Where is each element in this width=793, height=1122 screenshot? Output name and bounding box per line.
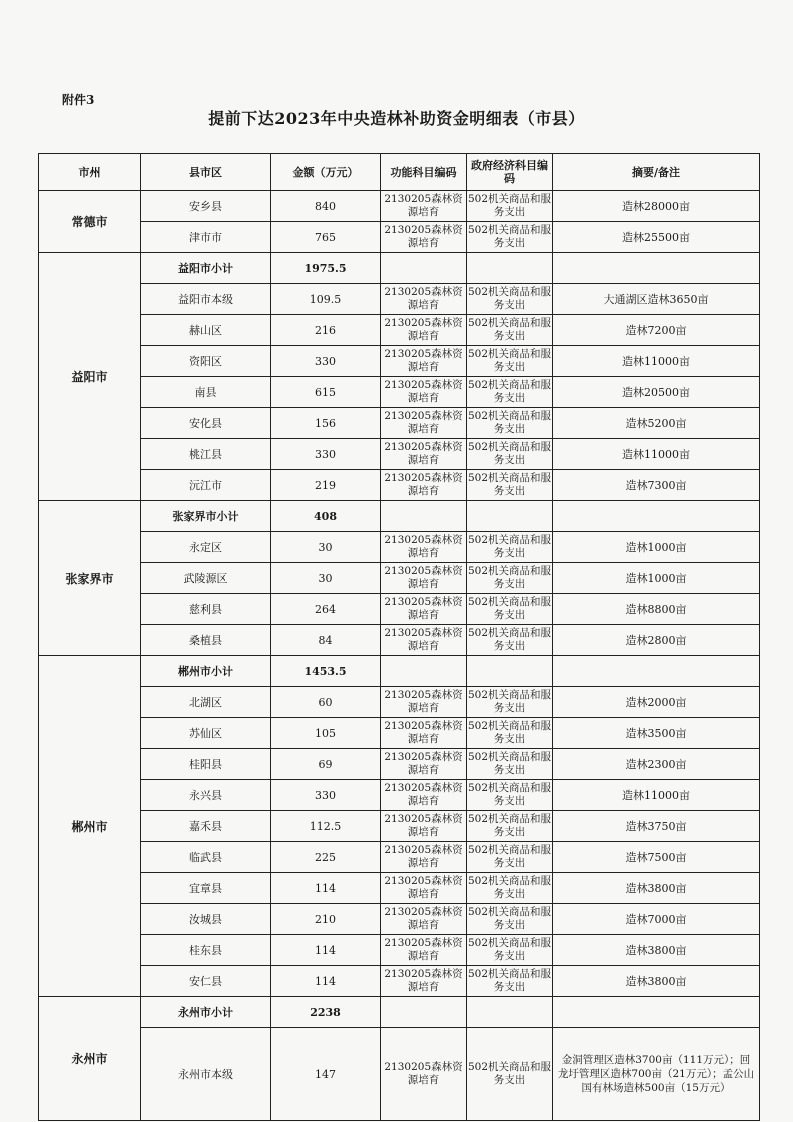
subtotal-row — [39, 501, 760, 532]
table-row — [39, 904, 760, 935]
subtotal-row — [39, 656, 760, 687]
city-cell: 常德市 — [39, 191, 141, 253]
econ-code-cell: 502机关商品和服务支出 — [467, 377, 553, 408]
remark-cell: 造林3800亩 — [553, 935, 760, 966]
table-row — [39, 1028, 760, 1121]
remark-cell: 造林2000亩 — [553, 687, 760, 718]
table-row — [39, 563, 760, 594]
func-code-cell: 2130205森林资源培育 — [381, 470, 467, 501]
county-cell: 沅江市 — [141, 470, 271, 501]
func-code-cell: 2130205森林资源培育 — [381, 222, 467, 253]
county-cell: 赫山区 — [141, 315, 271, 346]
empty-cell — [381, 656, 467, 687]
remark-cell: 造林28000亩 — [553, 191, 760, 222]
econ-code-cell: 502机关商品和服务支出 — [467, 904, 553, 935]
remark-cell: 造林2300亩 — [553, 749, 760, 780]
empty-cell — [553, 253, 760, 284]
county-cell: 嘉禾县 — [141, 811, 271, 842]
amount-cell: 264 — [271, 594, 381, 625]
econ-code-cell: 502机关商品和服务支出 — [467, 315, 553, 346]
func-code-cell: 2130205森林资源培育 — [381, 377, 467, 408]
subtotal-label: 郴州市小计 — [141, 656, 271, 687]
econ-code-cell: 502机关商品和服务支出 — [467, 966, 553, 997]
empty-cell — [467, 656, 553, 687]
func-code-cell: 2130205森林资源培育 — [381, 315, 467, 346]
table-row — [39, 966, 760, 997]
amount-cell: 112.5 — [271, 811, 381, 842]
county-cell: 永定区 — [141, 532, 271, 563]
econ-code-cell: 502机关商品和服务支出 — [467, 625, 553, 656]
remark-cell: 造林7200亩 — [553, 315, 760, 346]
remark-cell: 造林3800亩 — [553, 966, 760, 997]
county-cell: 汝城县 — [141, 904, 271, 935]
econ-code-cell: 502机关商品和服务支出 — [467, 191, 553, 222]
func-code-cell: 2130205森林资源培育 — [381, 563, 467, 594]
func-code-cell: 2130205森林资源培育 — [381, 966, 467, 997]
subtotal-amount: 1453.5 — [271, 656, 381, 687]
table-row — [39, 718, 760, 749]
header-county: 县市区 — [141, 154, 271, 191]
amount-cell: 156 — [271, 408, 381, 439]
econ-code-cell: 502机关商品和服务支出 — [467, 842, 553, 873]
empty-cell — [553, 997, 760, 1028]
subtotal-amount: 408 — [271, 501, 381, 532]
func-code-cell: 2130205森林资源培育 — [381, 904, 467, 935]
econ-code-cell: 502机关商品和服务支出 — [467, 935, 553, 966]
func-code-cell: 2130205森林资源培育 — [381, 346, 467, 377]
table-row — [39, 749, 760, 780]
header-func-code: 功能科目编码 — [381, 154, 467, 191]
remark-cell: 造林5200亩 — [553, 408, 760, 439]
county-cell: 北湖区 — [141, 687, 271, 718]
county-cell: 永州市本级 — [141, 1028, 271, 1121]
amount-cell: 30 — [271, 563, 381, 594]
county-cell: 安乡县 — [141, 191, 271, 222]
table-row — [39, 191, 760, 222]
econ-code-cell: 502机关商品和服务支出 — [467, 811, 553, 842]
county-cell: 桃江县 — [141, 439, 271, 470]
table-row — [39, 315, 760, 346]
func-code-cell: 2130205森林资源培育 — [381, 284, 467, 315]
table-row — [39, 408, 760, 439]
table-row — [39, 377, 760, 408]
county-cell: 南县 — [141, 377, 271, 408]
table-row — [39, 625, 760, 656]
amount-cell: 60 — [271, 687, 381, 718]
table-row — [39, 873, 760, 904]
econ-code-cell: 502机关商品和服务支出 — [467, 780, 553, 811]
amount-cell: 114 — [271, 935, 381, 966]
func-code-cell: 2130205森林资源培育 — [381, 749, 467, 780]
page-title: 提前下达2023年中央造林补助资金明细表（市县） — [208, 109, 585, 128]
func-code-cell: 2130205森林资源培育 — [381, 1028, 467, 1121]
econ-code-cell: 502机关商品和服务支出 — [467, 563, 553, 594]
county-cell: 桑植县 — [141, 625, 271, 656]
econ-code-cell: 502机关商品和服务支出 — [467, 439, 553, 470]
amount-cell: 147 — [271, 1028, 381, 1121]
remark-cell: 造林11000亩 — [553, 346, 760, 377]
empty-cell — [553, 656, 760, 687]
remark-cell: 大通湖区造林3650亩 — [553, 284, 760, 315]
table-row — [39, 687, 760, 718]
subtotal-row — [39, 997, 760, 1028]
amount-cell: 105 — [271, 718, 381, 749]
county-cell: 永兴县 — [141, 780, 271, 811]
table-row — [39, 346, 760, 377]
city-cell: 永州市 — [39, 997, 141, 1121]
subtotal-row — [39, 253, 760, 284]
econ-code-cell: 502机关商品和服务支出 — [467, 222, 553, 253]
amount-cell: 840 — [271, 191, 381, 222]
remark-cell: 造林11000亩 — [553, 439, 760, 470]
econ-code-cell: 502机关商品和服务支出 — [467, 284, 553, 315]
city-cell: 益阳市 — [39, 253, 141, 501]
amount-cell: 84 — [271, 625, 381, 656]
func-code-cell: 2130205森林资源培育 — [381, 687, 467, 718]
amount-cell: 615 — [271, 377, 381, 408]
econ-code-cell: 502机关商品和服务支出 — [467, 532, 553, 563]
amount-cell: 330 — [271, 780, 381, 811]
funding-table — [38, 153, 760, 1121]
empty-cell — [381, 253, 467, 284]
func-code-cell: 2130205森林资源培育 — [381, 780, 467, 811]
econ-code-cell: 502机关商品和服务支出 — [467, 873, 553, 904]
remark-cell: 造林3800亩 — [553, 873, 760, 904]
county-cell: 慈利县 — [141, 594, 271, 625]
econ-code-cell: 502机关商品和服务支出 — [467, 749, 553, 780]
table-row — [39, 935, 760, 966]
econ-code-cell: 502机关商品和服务支出 — [467, 687, 553, 718]
remark-cell: 造林1000亩 — [553, 563, 760, 594]
table-body — [39, 191, 760, 1121]
empty-cell — [467, 997, 553, 1028]
header-city: 市州 — [39, 154, 141, 191]
amount-cell: 210 — [271, 904, 381, 935]
table-row — [39, 470, 760, 501]
header-remark: 摘要/备注 — [553, 154, 760, 191]
empty-cell — [467, 253, 553, 284]
amount-cell: 330 — [271, 346, 381, 377]
func-code-cell: 2130205森林资源培育 — [381, 532, 467, 563]
func-code-cell: 2130205森林资源培育 — [381, 842, 467, 873]
remark-cell: 造林7000亩 — [553, 904, 760, 935]
county-cell: 桂阳县 — [141, 749, 271, 780]
subtotal-amount: 1975.5 — [271, 253, 381, 284]
county-cell: 益阳市本级 — [141, 284, 271, 315]
table-row — [39, 439, 760, 470]
county-cell: 临武县 — [141, 842, 271, 873]
subtotal-label: 永州市小计 — [141, 997, 271, 1028]
amount-cell: 219 — [271, 470, 381, 501]
amount-cell: 114 — [271, 966, 381, 997]
remark-cell: 造林1000亩 — [553, 532, 760, 563]
county-cell: 资阳区 — [141, 346, 271, 377]
econ-code-cell: 502机关商品和服务支出 — [467, 718, 553, 749]
county-cell: 津市市 — [141, 222, 271, 253]
remark-cell: 造林7500亩 — [553, 842, 760, 873]
func-code-cell: 2130205森林资源培育 — [381, 408, 467, 439]
table-row — [39, 780, 760, 811]
header-amount: 金额（万元） — [271, 154, 381, 191]
econ-code-cell: 502机关商品和服务支出 — [467, 470, 553, 501]
table-header-row — [39, 154, 760, 191]
remark-cell: 造林25500亩 — [553, 222, 760, 253]
econ-code-cell: 502机关商品和服务支出 — [467, 408, 553, 439]
func-code-cell: 2130205森林资源培育 — [381, 191, 467, 222]
table-row — [39, 594, 760, 625]
county-cell: 桂东县 — [141, 935, 271, 966]
empty-cell — [381, 501, 467, 532]
table-row — [39, 842, 760, 873]
county-cell: 安化县 — [141, 408, 271, 439]
amount-cell: 330 — [271, 439, 381, 470]
func-code-cell: 2130205森林资源培育 — [381, 625, 467, 656]
remark-cell: 造林7300亩 — [553, 470, 760, 501]
attachment-label: 附件3 — [62, 93, 95, 107]
table-row — [39, 532, 760, 563]
remark-cell: 造林2800亩 — [553, 625, 760, 656]
amount-cell: 69 — [271, 749, 381, 780]
amount-cell: 216 — [271, 315, 381, 346]
table-row — [39, 284, 760, 315]
remark-cell: 金洞管理区造林3700亩（111万元）；回龙圩管理区造林700亩（21万元）；孟公山国有林场造林500亩（15万元） — [553, 1028, 760, 1121]
econ-code-cell: 502机关商品和服务支出 — [467, 346, 553, 377]
amount-cell: 30 — [271, 532, 381, 563]
subtotal-label: 益阳市小计 — [141, 253, 271, 284]
remark-cell: 造林8800亩 — [553, 594, 760, 625]
county-cell: 武陵源区 — [141, 563, 271, 594]
remark-cell: 造林3500亩 — [553, 718, 760, 749]
county-cell: 苏仙区 — [141, 718, 271, 749]
city-cell: 郴州市 — [39, 656, 141, 997]
econ-code-cell: 502机关商品和服务支出 — [467, 1028, 553, 1121]
amount-cell: 225 — [271, 842, 381, 873]
remark-cell: 造林20500亩 — [553, 377, 760, 408]
table-row — [39, 811, 760, 842]
func-code-cell: 2130205森林资源培育 — [381, 811, 467, 842]
remark-cell: 造林11000亩 — [553, 780, 760, 811]
table-row — [39, 222, 760, 253]
county-cell: 安仁县 — [141, 966, 271, 997]
amount-cell: 765 — [271, 222, 381, 253]
func-code-cell: 2130205森林资源培育 — [381, 594, 467, 625]
amount-cell: 114 — [271, 873, 381, 904]
func-code-cell: 2130205森林资源培育 — [381, 935, 467, 966]
subtotal-amount: 2238 — [271, 997, 381, 1028]
empty-cell — [467, 501, 553, 532]
empty-cell — [553, 501, 760, 532]
header-econ-code: 政府经济科目编码 — [467, 154, 553, 191]
amount-cell: 109.5 — [271, 284, 381, 315]
func-code-cell: 2130205森林资源培育 — [381, 873, 467, 904]
func-code-cell: 2130205森林资源培育 — [381, 439, 467, 470]
func-code-cell: 2130205森林资源培育 — [381, 718, 467, 749]
econ-code-cell: 502机关商品和服务支出 — [467, 594, 553, 625]
empty-cell — [381, 997, 467, 1028]
remark-cell: 造林3750亩 — [553, 811, 760, 842]
county-cell: 宜章县 — [141, 873, 271, 904]
subtotal-label: 张家界市小计 — [141, 501, 271, 532]
city-cell: 张家界市 — [39, 501, 141, 656]
